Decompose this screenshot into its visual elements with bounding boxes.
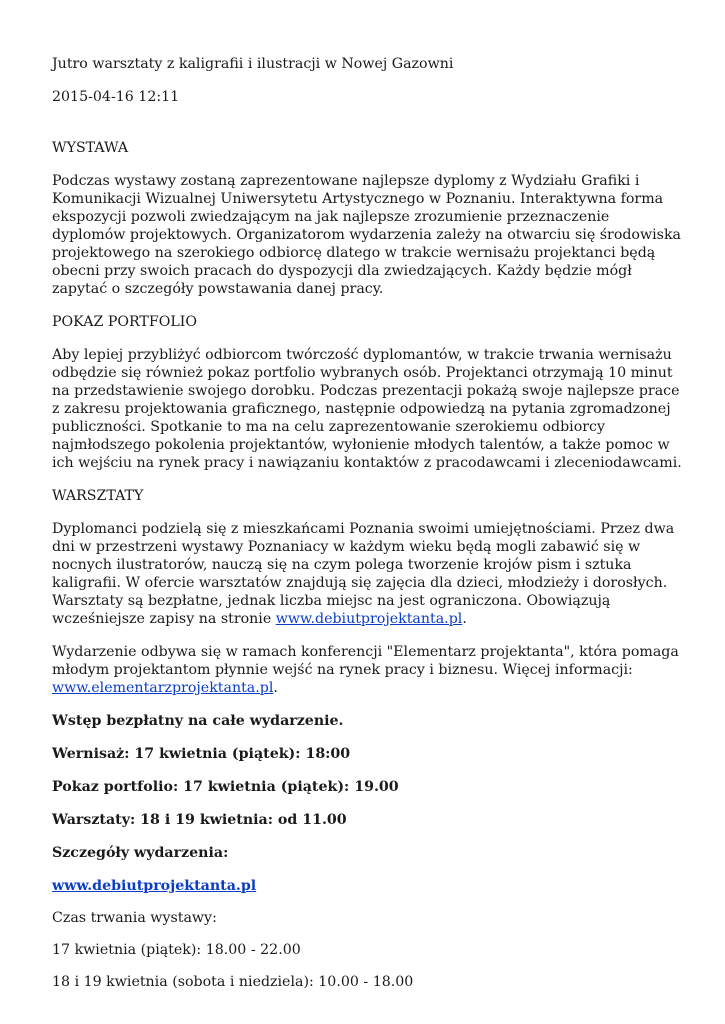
conference-text: Wydarzenie odbywa się w ramach konferencji "Elementarz projektanta", która pomaga młodym projektantom płynnie wejść na rynek pracy i biznesu. Więcej informacji: — [52, 644, 679, 678]
workshops-time: Warsztaty: 18 i 19 kwietnia: od 11.00 — [52, 812, 347, 828]
article-date: 2015-04-16 12:11 — [52, 89, 180, 105]
article-title: Jutro warsztaty z kaligrafii i ilustracji w Nowej Gazowni — [52, 56, 454, 72]
duration-days2: 18 i 19 kwietnia (sobota i niedziela): 10.00 - 18.00 — [52, 974, 414, 990]
article — [52, 55, 682, 1005]
section-heading-workshops: WARSZTATY — [52, 488, 144, 504]
duration-day1: 17 kwietnia (piątek): 18.00 - 22.00 — [52, 942, 301, 958]
workshops-text: Dyplomanci podzielą się z mieszkańcami Poznania swoimi umiejętnościami. Przez dwa dni w przestrzeni wystawy Poznaniacy w każdym wieku będą mogli zabawić się w nocnych ilustratorów, nauczą się na czym polega tworzenie krojów pism i sztuka kaligrafii. W ofercie warsztatów znajdują się zajęcia dla dzieci, młodzieży i dorosłych. Warsztaty są bezpłatne, jednak liczba miejsc na jest ograniczona. Obowiązują wcześniejsze zapisy na stronie — [52, 521, 675, 627]
workshops-end: . — [462, 611, 467, 627]
vernissage-time: Wernisaż: 17 kwietnia (piątek): 18:00 — [52, 746, 351, 762]
portfolio-paragraph: Aby lepiej przybliżyć odbiorcom twórczość dyplomantów, w trakcie trwania wernisażu odbędzie się również pokaz portfolio wybranych osób. Projektanci otrzymają 10 minut na przedstawienie swojego dorobku. Podczas prezentacji pokażą swoje najlepsze prace z zakresu projektowania graficznego, następnie odpowiedzą na pytania zgromadzonej publiczności. Spotkanie to ma na celu zaprezentowanie szerokiemu odbiorcy najmłodszego pokolenia projektantów, wyłonienie młodych talentów, a także pomoc w ich wejściu na rynek pracy i nawiązaniu kontaktów z pracodawcami i zleceniodawcami. — [52, 347, 682, 471]
portfolio-show-time: Pokaz portfolio: 17 kwietnia (piątek): 19.00 — [52, 779, 399, 795]
section-heading-portfolio: POKAZ PORTFOLIO — [52, 314, 198, 330]
conference-end: . — [273, 680, 278, 696]
workshops-paragraph — [52, 520, 682, 628]
conference-link[interactable]: www.elementarzprojektanta.pl — [52, 680, 274, 696]
details-link[interactable]: www.debiutprojektanta.pl — [52, 878, 257, 894]
conference-paragraph — [52, 643, 682, 697]
details-link-paragraph — [52, 877, 682, 895]
free-entry-note: Wstęp bezpłatny na całe wydarzenie. — [52, 713, 344, 729]
workshops-link[interactable]: www.debiutprojektanta.pl — [275, 611, 463, 627]
exhibition-paragraph: Podczas wystawy zostaną zaprezentowane najlepsze dyplomy z Wydziału Grafiki i Komunikacji Wizualnej Uniwersytetu Artystycznego w Poznaniu. Interaktywna forma ekspozycji pozwoli zwiedzającym na jak najlepsze zrozumienie przeznaczenie dyplomów projektowych. Organizatorom wydarzenia zależy na otwarciu się środowiska projektowego na szerokiego odbiorcę dlatego w trakcie wernisażu projektanci będą obecni przy swoich pracach do dyspozycji dla zwiedzających. Każdy będzie mógł zapytać o szczegóły powstawania danej pracy. — [52, 173, 681, 297]
details-label: Szczegóły wydarzenia: — [52, 845, 229, 861]
section-heading-exhibition: WYSTAWA — [52, 140, 129, 156]
duration-label: Czas trwania wystawy: — [52, 910, 217, 926]
